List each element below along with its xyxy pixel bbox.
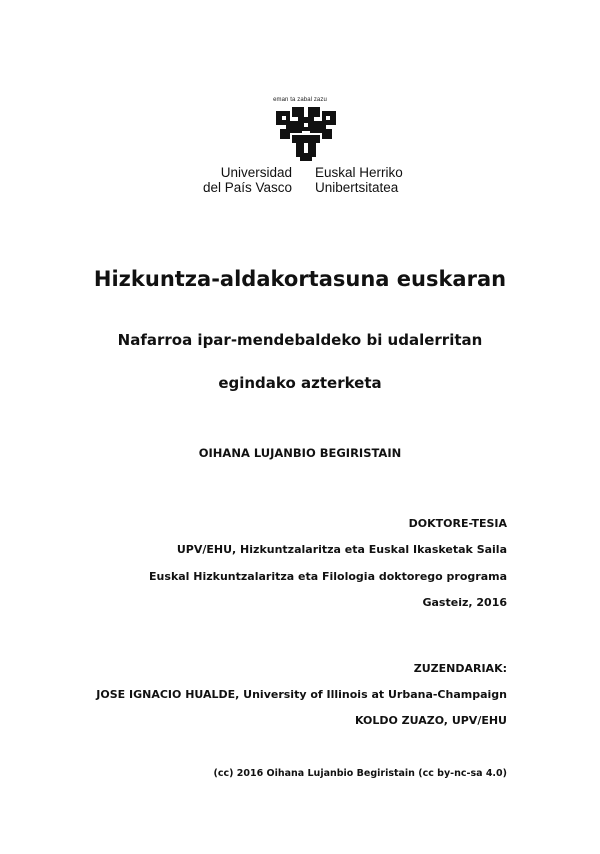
thesis-subtitle-line1: Nafarroa ipar-mendebaldeko bi udalerritan (117, 331, 483, 349)
thesis-title: Hizkuntza-aldakortasuna euskaran (93, 267, 507, 291)
university-name-es-line2: del País Vasco (202, 180, 292, 195)
upv-ehu-tree-logo-icon (270, 107, 342, 163)
thesis-type: DOKTORE-TESIA (408, 517, 507, 530)
university-name-basque (315, 165, 445, 195)
thesis-department: UPV/EHU, Hizkuntzalaritza eta Euskal Ikasketak Saila (176, 543, 507, 556)
director-1: JOSE IGNACIO HUALDE, University of Illinois at Urbana-Champaign (96, 688, 507, 701)
university-motto: eman ta zabal zazu (273, 97, 327, 103)
director-2: KOLDO ZUAZO, UPV/EHU (354, 714, 507, 727)
thesis-subtitle-line2: egindako azterketa (218, 374, 382, 392)
university-name-spanish (176, 165, 292, 195)
university-name-eu-line2: Unibertsitatea (315, 180, 399, 195)
university-name-es-line1: Universidad (220, 165, 292, 180)
thesis-program: Euskal Hizkuntzalaritza eta Filologia doktorego programa (149, 570, 507, 583)
license-notice: (cc) 2016 Oihana Lujanbio Begiristain (cc by-nc-sa 4.0) (213, 768, 507, 779)
university-name-eu-line1: Euskal Herriko (315, 165, 403, 180)
author-name: OIHANA LUJANBIO BEGIRISTAIN (198, 446, 402, 460)
thesis-place-year: Gasteiz, 2016 (422, 596, 507, 609)
directors-heading: ZUZENDARIAK: (413, 662, 507, 675)
